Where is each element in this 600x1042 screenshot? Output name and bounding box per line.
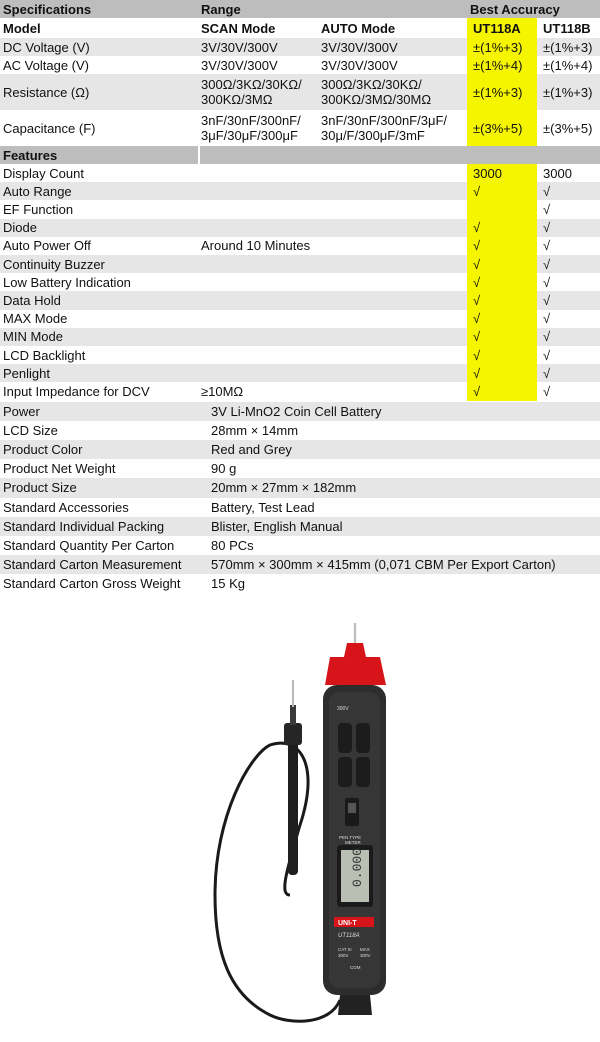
table-row: [0, 219, 600, 237]
table-row: [0, 574, 600, 593]
table-row: [0, 517, 600, 536]
ut118b-feature: √: [543, 365, 551, 381]
ut118a-feature: √: [467, 364, 537, 382]
ut118a-feature: √: [467, 237, 537, 255]
svg-text:0.000: 0.000: [350, 847, 365, 887]
ut118b-feature: √: [543, 311, 551, 327]
feature-label: MAX Mode: [3, 311, 68, 327]
table-row: [0, 18, 600, 38]
spec-label: DC Voltage (V): [3, 39, 90, 55]
table-row: [0, 364, 600, 382]
table-row: [0, 346, 600, 364]
table-row: [0, 38, 600, 56]
ut118a-feature: [467, 200, 537, 218]
ut118b-feature: √: [543, 292, 551, 308]
general-label: Standard Carton Gross Weight: [3, 576, 181, 592]
table-row: [0, 182, 600, 200]
feature-label: Auto Power Off: [3, 238, 91, 254]
table-row: [0, 255, 600, 273]
feature-label: MIN Mode: [3, 329, 63, 345]
general-value: 90 g: [211, 461, 237, 477]
ut118b-feature: √: [543, 347, 551, 363]
ut118a-feature: 3000: [467, 164, 537, 182]
ut118b-feature: √: [543, 183, 551, 199]
svg-text:PEN TYPE: PEN TYPE: [339, 835, 362, 840]
feature-range: ≥10MΩ: [201, 383, 244, 399]
meter-body-icon: [323, 623, 386, 1015]
ut118b-feature: √: [543, 201, 551, 217]
general-value: 80 PCs: [211, 538, 254, 554]
header-specifications: Specifications: [3, 1, 92, 17]
spec-label: AC Voltage (V): [3, 57, 89, 73]
svg-text:UNI-T: UNI-T: [338, 920, 357, 927]
feature-range: [198, 310, 467, 328]
ut118a-feature: √: [467, 273, 537, 291]
general-value: 570mm × 300mm × 415mm (0,071 CBM Per Export Carton): [211, 557, 556, 573]
voltage-label: 300V: [337, 706, 349, 712]
spec-label: Resistance (Ω): [3, 84, 90, 100]
ut118a-accuracy: ±(3%+5): [467, 110, 537, 146]
features-header-fill: [198, 146, 600, 164]
ut118a-feature: √: [467, 182, 537, 200]
feature-range: [198, 346, 467, 364]
spec-label: Capacitance (F): [3, 120, 96, 136]
pen-multimeter-image: [0, 595, 600, 1042]
svg-text:CAT III: CAT III: [338, 947, 352, 952]
table-row: [0, 146, 600, 164]
table-row: [0, 200, 600, 218]
table-row: [0, 74, 600, 110]
general-value: Battery, Test Lead: [211, 499, 315, 515]
ut118b-feature: √: [543, 220, 551, 236]
auto-mode-label: AUTO Mode: [321, 20, 396, 36]
table-row: [0, 555, 600, 574]
ut118b-feature: √: [543, 238, 551, 254]
svg-text:300V: 300V: [338, 953, 349, 958]
feature-range: [198, 273, 467, 291]
feature-label: LCD Backlight: [3, 347, 86, 363]
auto-range: 3nF/30nF/300nF/3μF/ 30μ/F/300μF/3mF: [321, 113, 448, 143]
table-row: [0, 237, 600, 255]
general-label: Standard Accessories: [3, 499, 129, 515]
ut118a-feature: √: [467, 328, 537, 346]
auto-range: 300Ω/3KΩ/30KΩ/ 300KΩ/3MΩ/30MΩ: [321, 77, 432, 107]
table-row: [0, 56, 600, 74]
auto-range: 3V/30V/300V: [321, 57, 398, 73]
features-title: Features: [3, 147, 58, 163]
ut118b-accuracy: ±(1%+3): [543, 39, 593, 55]
feature-label: Display Count: [3, 165, 84, 181]
ut118a-label: UT118A: [467, 18, 537, 38]
header-best-accuracy: Best Accuracy: [470, 1, 560, 17]
table-row: [0, 328, 600, 346]
feature-range: [198, 255, 467, 273]
general-value: 3V Li-MnO2 Coin Cell Battery: [211, 403, 382, 419]
ut118a-accuracy: ±(1%+3): [467, 38, 537, 56]
ut118a-feature: √: [467, 291, 537, 309]
general-label: Product Size: [3, 480, 77, 496]
general-label: Standard Quantity Per Carton: [3, 538, 175, 554]
feature-range: [198, 182, 467, 200]
feature-label: EF Function: [3, 201, 74, 217]
table-row: [0, 536, 600, 555]
general-label: LCD Size: [3, 422, 58, 438]
general-value: Blister, English Manual: [211, 518, 343, 534]
ut118a-feature: √: [467, 382, 537, 400]
table-row: [0, 273, 600, 291]
model-label: Model: [3, 20, 41, 36]
ut118b-feature: √: [543, 383, 551, 399]
table-row: [0, 421, 600, 440]
table-row: [0, 310, 600, 328]
ut118b-accuracy: ±(1%+4): [543, 57, 593, 73]
general-label: Product Net Weight: [3, 461, 116, 477]
table-row: [0, 110, 600, 146]
table-row: [0, 164, 600, 182]
feature-label: Input Impedance for DCV: [3, 383, 150, 399]
ut118a-feature: √: [467, 346, 537, 364]
feature-label: Continuity Buzzer: [3, 256, 105, 272]
auto-range: 3V/30V/300V: [321, 39, 398, 55]
table-row: [0, 459, 600, 478]
feature-range: [198, 328, 467, 346]
ut118a-accuracy: ±(1%+3): [467, 74, 537, 110]
svg-text:METER: METER: [345, 840, 361, 845]
header-range: Range: [201, 1, 241, 17]
ut118b-feature: √: [543, 274, 551, 290]
table-row: [0, 478, 600, 497]
scan-range: 3nF/30nF/300nF/ 3μF/30μF/300μF: [201, 113, 301, 143]
feature-label: Auto Range: [3, 183, 72, 199]
scan-range: 3V/30V/300V: [201, 39, 278, 55]
feature-range: Around 10 Minutes: [201, 238, 311, 254]
scan-range: 300Ω/3KΩ/30KΩ/ 300KΩ/3MΩ: [201, 77, 302, 107]
table-row: [0, 382, 600, 400]
general-value: 20mm × 27mm × 182mm: [211, 480, 357, 496]
table-row: [0, 0, 600, 19]
scan-range: 3V/30V/300V: [201, 57, 278, 73]
ut118b-feature: √: [543, 329, 551, 345]
feature-range: [198, 164, 467, 182]
ut118a-feature: √: [467, 255, 537, 273]
table-row: [0, 402, 600, 421]
svg-text:MAX: MAX: [360, 947, 370, 952]
table-row: [0, 440, 600, 459]
feature-label: Diode: [3, 220, 37, 236]
test-probe-icon: [284, 680, 302, 875]
feature-range: [198, 291, 467, 309]
general-value: Red and Grey: [211, 442, 292, 458]
test-lead-cable-icon: [215, 743, 340, 1021]
svg-text:COM: COM: [350, 965, 361, 970]
ut118a-accuracy: ±(1%+4): [467, 56, 537, 74]
ut118b-feature: √: [543, 256, 551, 272]
ut118a-feature: √: [467, 310, 537, 328]
ut118b-accuracy: ±(1%+3): [543, 84, 593, 100]
general-label: Product Color: [3, 442, 83, 458]
ut118a-feature: √: [467, 219, 537, 237]
svg-text:UT118A: UT118A: [338, 933, 360, 939]
feature-range: [198, 364, 467, 382]
general-label: Standard Individual Packing: [3, 518, 165, 534]
ut118b-accuracy: ±(3%+5): [543, 120, 593, 136]
svg-text:300V: 300V: [360, 953, 371, 958]
scan-mode-label: SCAN Mode: [201, 20, 276, 36]
feature-range: [198, 219, 467, 237]
general-label: Power: [3, 403, 40, 419]
general-value: 15 Kg: [211, 576, 245, 592]
ut118b-feature: 3000: [543, 165, 572, 181]
feature-label: Low Battery Indication: [3, 274, 131, 290]
feature-range: [198, 200, 467, 218]
feature-label: Data Hold: [3, 292, 61, 308]
general-label: Standard Carton Measurement: [3, 557, 182, 573]
ut118b-label: UT118B: [543, 20, 591, 36]
table-row: [0, 291, 600, 309]
table-row: [0, 498, 600, 517]
general-value: 28mm × 14mm: [211, 422, 299, 438]
feature-label: Penlight: [3, 365, 50, 381]
